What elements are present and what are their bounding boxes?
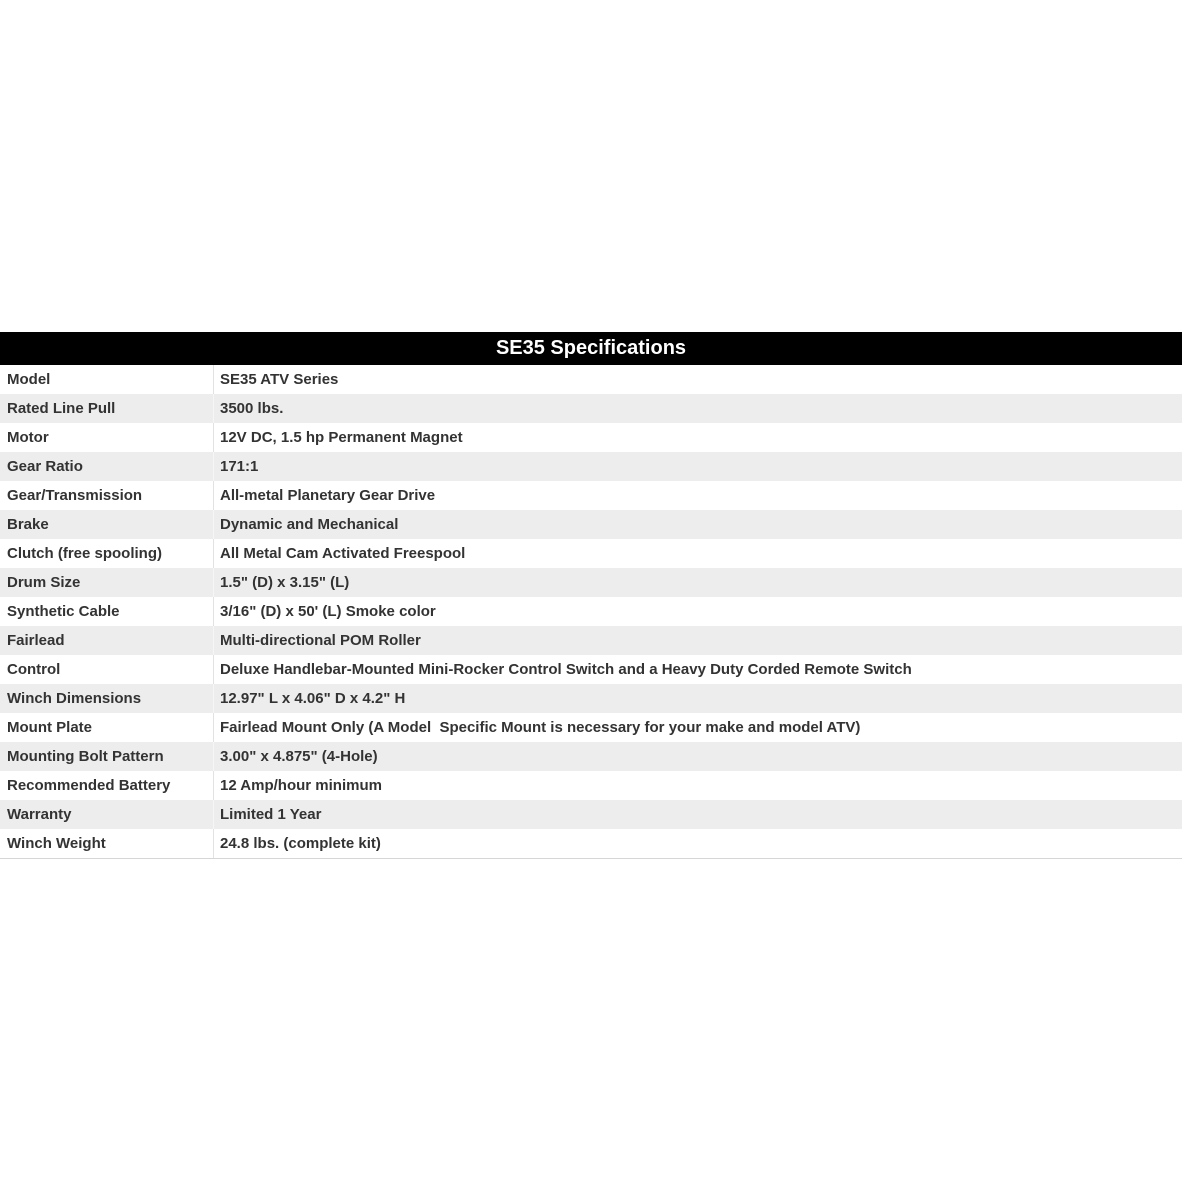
spec-value: Multi-directional POM Roller [220, 632, 421, 649]
spec-row [0, 597, 1182, 626]
spec-label: Winch Weight [0, 829, 214, 858]
spec-row [0, 771, 1182, 800]
spec-label: Motor [0, 423, 214, 452]
spec-row [0, 684, 1182, 713]
spec-label: Gear/Transmission [0, 481, 214, 510]
spec-label: Synthetic Cable [0, 597, 214, 626]
spec-row [0, 568, 1182, 597]
spec-value: 12V DC, 1.5 hp Permanent Magnet [220, 429, 463, 446]
spec-label: Mount Plate [0, 713, 214, 742]
spec-label: Warranty [0, 800, 214, 829]
spec-row [0, 452, 1182, 481]
spec-row [0, 539, 1182, 568]
spec-value: 3.00" x 4.875" (4-Hole) [220, 748, 378, 765]
spec-row [0, 829, 1182, 858]
spec-value: SE35 ATV Series [220, 371, 339, 388]
spec-value: 12 Amp/hour minimum [220, 777, 382, 794]
spec-label: Brake [0, 510, 214, 539]
spec-value: 24.8 lbs. (complete kit) [220, 835, 381, 852]
spec-row [0, 655, 1182, 684]
spec-label: Fairlead [0, 626, 214, 655]
spec-value: Deluxe Handlebar-Mounted Mini-Rocker Control Switch and a Heavy Duty Corded Remote Switch [220, 661, 912, 678]
spec-row [0, 394, 1182, 423]
spec-row [0, 626, 1182, 655]
spec-row [0, 481, 1182, 510]
spec-label: Rated Line Pull [0, 394, 214, 423]
specifications-table [0, 332, 1182, 859]
spec-label: Mounting Bolt Pattern [0, 742, 214, 771]
spec-value: 3/16" (D) x 50' (L) Smoke color [220, 603, 436, 620]
spec-value: 171:1 [220, 458, 259, 475]
spec-row [0, 423, 1182, 452]
table-title: SE35 Specifications [495, 337, 687, 359]
spec-label: Recommended Battery [0, 771, 214, 800]
spec-label: Clutch (free spooling) [0, 539, 214, 568]
spec-row [0, 510, 1182, 539]
spec-row [0, 713, 1182, 742]
spec-row [0, 365, 1182, 394]
spec-row [0, 742, 1182, 771]
spec-label: Winch Dimensions [0, 684, 214, 713]
spec-value: All Metal Cam Activated Freespool [220, 545, 466, 562]
spec-label: Gear Ratio [0, 452, 214, 481]
spec-label: Model [0, 365, 214, 394]
spec-value: 3500 lbs. [220, 400, 284, 417]
spec-value: 1.5" (D) x 3.15" (L) [220, 574, 350, 591]
spec-label: Control [0, 655, 214, 684]
spec-value: Dynamic and Mechanical [220, 516, 399, 533]
spec-value: Fairlead Mount Only (A Model Specific Mount is necessary for your make and model ATV) [220, 719, 861, 736]
table-body [0, 365, 1182, 859]
spec-label: Drum Size [0, 568, 214, 597]
spec-row [0, 800, 1182, 829]
spec-value: Limited 1 Year [220, 806, 322, 823]
table-header [0, 332, 1182, 365]
spec-value: All-metal Planetary Gear Drive [220, 487, 436, 504]
spec-value: 12.97" L x 4.06" D x 4.2" H [220, 690, 406, 707]
